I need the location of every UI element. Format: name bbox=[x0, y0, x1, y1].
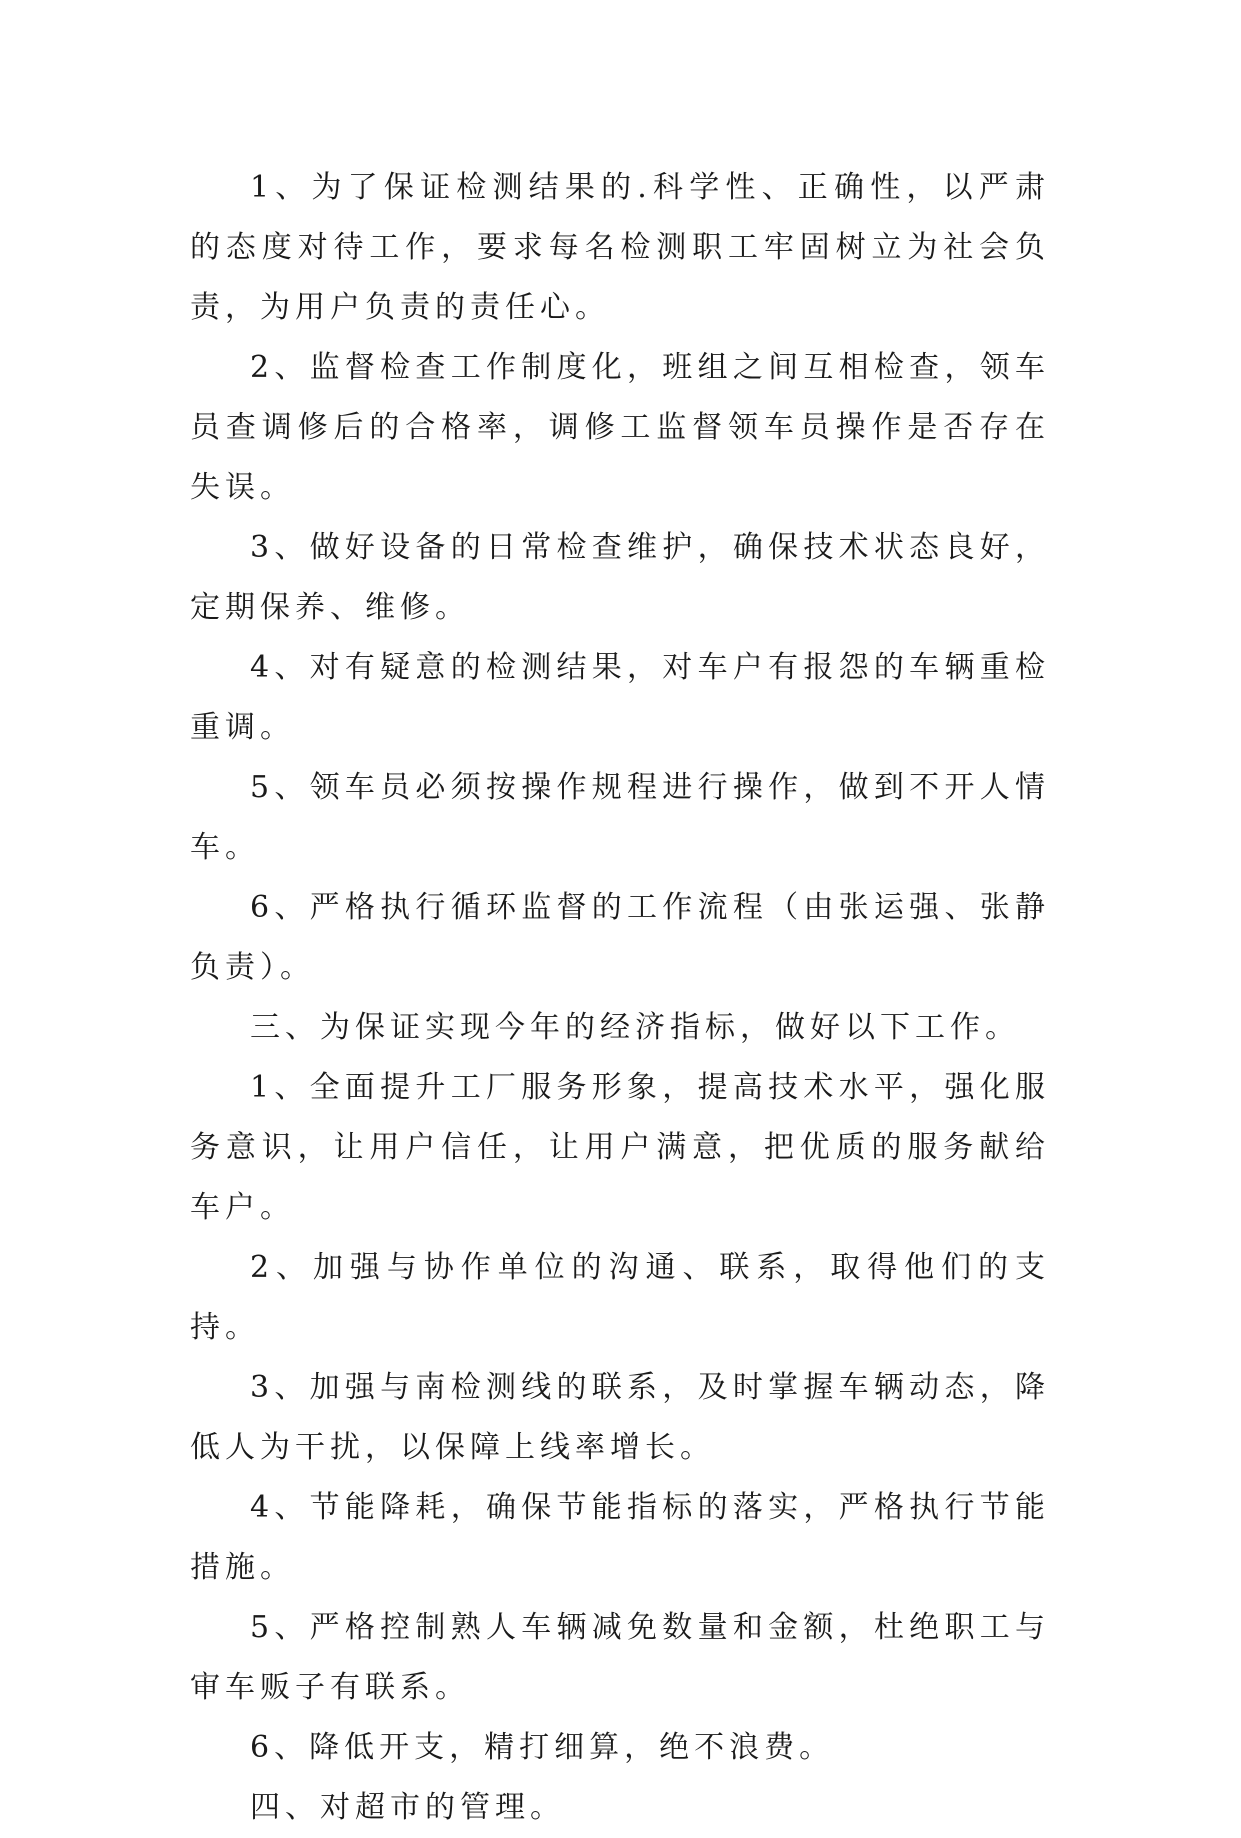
paragraph-quality-responsibility: 1、为了保证检测结果的.科学性、正确性，以严肃的态度对待工作，要求每名检测职工牢固树立为社会负责，为用户负责的责任心。 bbox=[190, 170, 1050, 325]
paragraph-recheck: 4、对有疑意的检测结果，对车户有报怨的车辆重检重调。 bbox=[190, 650, 1050, 745]
paragraph-cost-reduction: 6、降低开支，精打细算，绝不浪费。 bbox=[250, 1730, 835, 1765]
paragraph-equipment-maintenance: 3、做好设备的日常检查维护，确保技术状态良好，定期保养、维修。 bbox=[190, 530, 1050, 625]
document-body bbox=[190, 158, 1050, 1838]
paragraph-operating-rules: 5、领车员必须按操作规程进行操作，做到不开人情车。 bbox=[190, 770, 1050, 865]
paragraph-exemption-control: 5、严格控制熟人车辆减免数量和金额，杜绝职工与审车贩子有联系。 bbox=[190, 1610, 1050, 1705]
paragraph-cooperation: 2、加强与协作单位的沟通、联系，取得他们的支持。 bbox=[190, 1250, 1050, 1345]
section-heading-economic-targets: 三、为保证实现今年的经济指标，做好以下工作。 bbox=[250, 1010, 1020, 1045]
paragraph-energy-saving: 4、节能降耗，确保节能指标的落实，严格执行节能措施。 bbox=[190, 1490, 1050, 1585]
section-heading-supermarket: 四、对超市的管理。 bbox=[250, 1790, 565, 1825]
paragraph-workflow: 6、严格执行循环监督的工作流程（由张运强、张静负责）。 bbox=[190, 890, 1050, 985]
paragraph-south-line: 3、加强与南检测线的联系，及时掌握车辆动态，降低人为干扰，以保障上线率增长。 bbox=[190, 1370, 1050, 1465]
paragraph-service-image: 1、全面提升工厂服务形象，提高技术水平，强化服务意识，让用户信任，让用户满意，把优质的服务献给车户。 bbox=[190, 1070, 1050, 1225]
paragraph-supervision-system: 2、监督检查工作制度化，班组之间互相检查，领车员查调修后的合格率，调修工监督领车员操作是否存在失误。 bbox=[190, 350, 1050, 505]
